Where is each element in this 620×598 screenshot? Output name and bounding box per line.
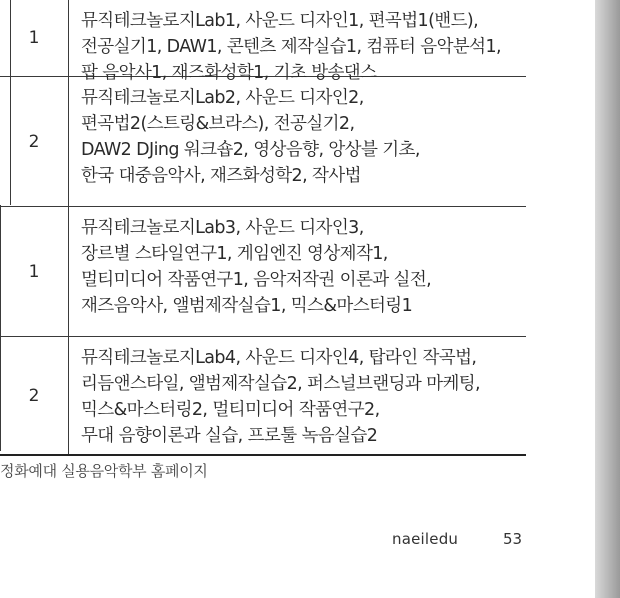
page-number: 53 — [503, 530, 523, 548]
subject-line: DAW2 DJing 워크숍2, 영상음향, 앙상블 기초, — [81, 140, 420, 160]
footer-brand: naeiledu — [392, 530, 459, 548]
table-row — [0, 77, 526, 207]
subjects-cell — [69, 337, 526, 454]
subject-line: 장르별 스타일연구1, 게임엔진 영상제작1, — [81, 244, 388, 264]
subject-line: 팝 음악사1, 재즈화성학1, 기초 방송댄스 — [81, 63, 377, 83]
subject-line: 한국 대중음악사, 재즈화성학2, 작사법 — [81, 166, 361, 186]
table-row — [0, 0, 526, 83]
subject-line: 전공실기1, DAW1, 콘텐츠 제작실습1, 컴퓨터 음악분석1, — [81, 37, 501, 57]
subject-line: 편곡법2(스트링&브라스), 전공실기2, — [81, 114, 355, 134]
subject-line: 뮤직테크놀로지Lab2, 사운드 디자인2, — [81, 88, 364, 108]
table-row — [0, 207, 526, 337]
subjects-cell — [69, 0, 526, 83]
table-left-border — [0, 205, 1, 451]
subjects-cell — [69, 77, 526, 206]
subject-line: 뮤직테크놀로지Lab1, 사운드 디자인1, 편곡법1(밴드), — [81, 11, 479, 31]
subjects-cell — [69, 207, 526, 336]
table-left-border — [10, 0, 11, 205]
page-edge-shadow — [595, 0, 620, 598]
semester-cell: 2 — [0, 337, 69, 454]
source-caption: 정화예대 실용음악학부 홈페이지 — [0, 462, 208, 480]
subject-line: 재즈음악사, 앨범제작실습1, 믹스&마스터링1 — [81, 296, 413, 316]
subject-line: 멀티미디어 작품연구1, 음악저작권 이론과 실전, — [81, 270, 432, 290]
semester-cell: 2 — [0, 77, 69, 206]
semester-cell: 1 — [0, 207, 69, 336]
subject-line: 뮤직테크놀로지Lab4, 사운드 디자인4, 탑라인 작곡법, — [81, 348, 477, 368]
subject-line: 뮤직테크놀로지Lab3, 사운드 디자인3, — [81, 218, 364, 238]
subject-line: 믹스&마스터링2, 멀티미디어 작품연구2, — [81, 400, 380, 420]
subject-line: 리듬앤스타일, 앨범제작실습2, 퍼스널브랜딩과 마케팅, — [81, 374, 481, 394]
table-row — [0, 337, 526, 456]
subject-line: 무대 음향이론과 실습, 프로툴 녹음실습2 — [81, 426, 378, 446]
semester-cell: 1 — [0, 0, 69, 76]
